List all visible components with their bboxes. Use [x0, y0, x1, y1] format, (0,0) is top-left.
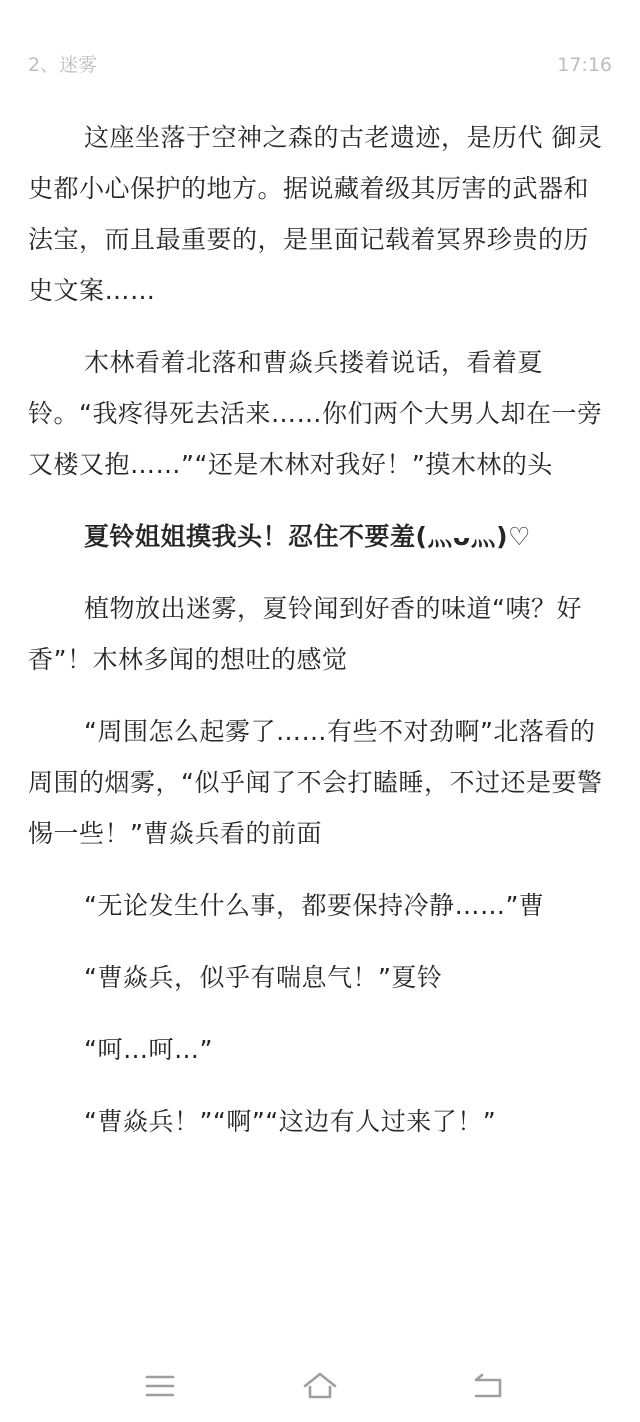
- paragraph: 植物放出迷雾，夏铃闻到好香的味道“咦？好香”！木林多闻的想吐的感觉: [28, 594, 582, 674]
- chapter-title: 2、迷雾: [28, 54, 98, 76]
- reader-header: [0, 0, 640, 110]
- home-button[interactable]: [290, 1364, 350, 1408]
- back-icon: [472, 1372, 504, 1400]
- paragraph: “周围怎么起雾了……有些不对劲啊”北落看的周围的烟雾，“似乎闻了不会打瞌睡，不过还是要警惕一些！”曹焱兵看的前面: [28, 717, 603, 848]
- paragraph-bold: 夏铃姐姐摸我头！忍住不要羞(灬ᴗ灬)♡: [84, 522, 531, 551]
- menu-button[interactable]: [130, 1364, 190, 1408]
- paragraph: “曹焱兵，似乎有喘息气！”夏铃: [84, 963, 443, 992]
- back-button[interactable]: [458, 1364, 518, 1408]
- paragraph: “曹焱兵！”“啊”“这边有人过来了！”: [84, 1107, 497, 1136]
- menu-icon: [145, 1373, 175, 1399]
- status-time: 17:16: [557, 54, 612, 76]
- home-icon: [302, 1371, 338, 1401]
- paragraph: 这座坐落于空神之森的古老遗迹，是历代 御灵史都小心保护的地方。据说藏着级其厉害的武器和法宝，而且最重要的，是里面记载着冥界珍贵的历史文案……: [28, 123, 603, 305]
- paragraph: 木林看着北落和曹焱兵搂着说话，看着夏铃。“我疼得死去活来……你们两个大男人却在一旁又楼又抱……”“还是木林对我好！”摸木林的头: [28, 348, 603, 479]
- paragraph: “呵…呵…”: [84, 1035, 213, 1064]
- paragraph: “无论发生什么事，都要保持冷静……”曹: [84, 891, 545, 920]
- chapter-content[interactable]: [28, 112, 612, 1168]
- system-navigation-bar: [0, 1348, 640, 1422]
